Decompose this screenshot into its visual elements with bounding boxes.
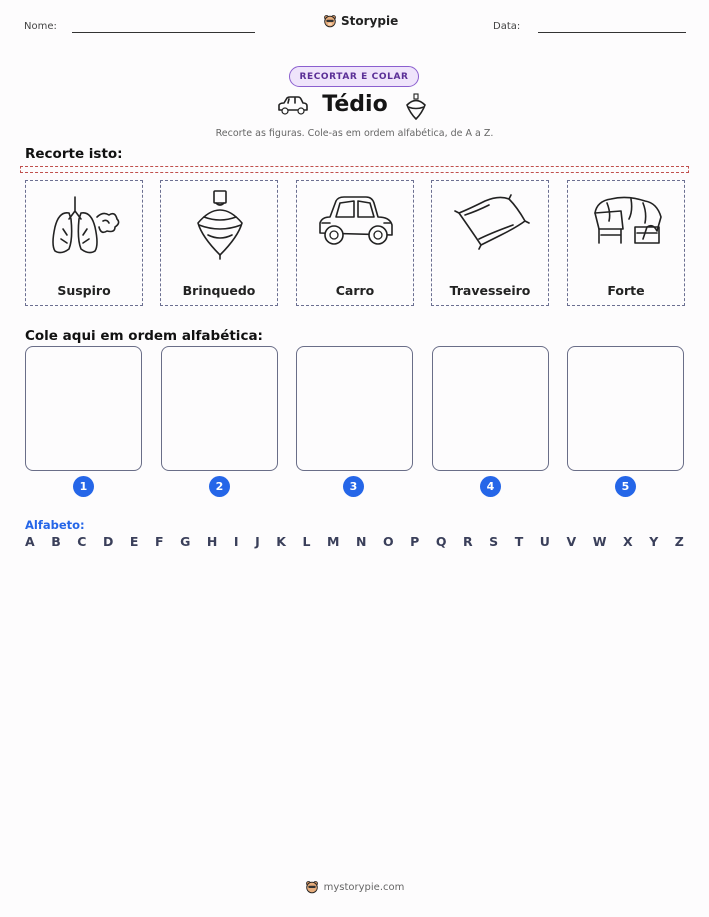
storypie-bear-icon <box>323 14 337 28</box>
car-icon <box>316 189 396 261</box>
paste-box-2[interactable] <box>161 346 278 471</box>
cut-card-suspiro[interactable] <box>25 180 143 306</box>
footer <box>0 880 709 894</box>
name-field-line[interactable] <box>72 32 255 33</box>
alphabet-letter: O <box>382 534 394 549</box>
alphabet-letter: I <box>233 534 239 549</box>
card-label: Suspiro <box>57 283 111 298</box>
alphabet-letter: M <box>326 534 340 549</box>
paste-box-3[interactable] <box>296 346 413 471</box>
alphabet-letter: L <box>302 534 311 549</box>
alphabet-letter: D <box>103 534 114 549</box>
pillow-icon <box>451 189 531 261</box>
cut-card-travesseiro[interactable] <box>431 180 549 306</box>
alphabet-letter: K <box>276 534 286 549</box>
paste-number-4: 4 <box>480 476 501 497</box>
alphabet-letter: S <box>489 534 499 549</box>
alphabet-title: Alfabeto: <box>25 518 85 532</box>
alphabet-letter: Y <box>649 534 659 549</box>
cut-card-carro[interactable] <box>296 180 414 306</box>
paste-box-5[interactable] <box>567 346 684 471</box>
alphabet-letter: U <box>539 534 550 549</box>
card-label: Forte <box>607 283 645 298</box>
alphabet-letter: F <box>155 534 164 549</box>
alphabet-letter: V <box>566 534 577 549</box>
brand-logo <box>323 14 398 28</box>
spinning-top-small-icon <box>404 93 428 121</box>
name-label: Nome: <box>24 21 57 32</box>
cut-line <box>20 166 689 173</box>
cut-card-brinquedo[interactable] <box>160 180 278 306</box>
alphabet-letter: T <box>514 534 524 549</box>
alphabet-letter: B <box>51 534 61 549</box>
alphabet-letter: H <box>206 534 218 549</box>
alphabet-letter: P <box>410 534 420 549</box>
card-label: Brinquedo <box>182 283 256 298</box>
lungs-icon <box>45 189 125 261</box>
paste-number-3: 3 <box>343 476 364 497</box>
page-title: Tédio <box>322 92 388 117</box>
alphabet-row <box>25 534 684 549</box>
alphabet-letter: G <box>180 534 191 549</box>
date-field-line[interactable] <box>538 32 686 33</box>
alphabet-letter: A <box>25 534 35 549</box>
alphabet-letter: R <box>463 534 473 549</box>
alphabet-letter: Z <box>674 534 684 549</box>
cut-card-forte[interactable] <box>567 180 685 306</box>
card-label: Carro <box>335 283 375 298</box>
storypie-bear-icon <box>305 880 319 894</box>
paste-box-1[interactable] <box>25 346 142 471</box>
paste-number-2: 2 <box>209 476 230 497</box>
alphabet-letter: X <box>623 534 633 549</box>
blanket-fort-icon <box>587 189 667 261</box>
activity-badge: RECORTAR E COLAR <box>289 66 419 87</box>
cut-section-title: Recorte isto: <box>25 146 123 162</box>
alphabet-letter: W <box>592 534 607 549</box>
card-label: Travesseiro <box>449 283 531 298</box>
alphabet-letter: Q <box>435 534 447 549</box>
alphabet-letter: E <box>129 534 139 549</box>
date-label: Data: <box>493 21 521 32</box>
paste-number-5: 5 <box>615 476 636 497</box>
alphabet-letter: N <box>355 534 367 549</box>
spinning-top-icon <box>180 189 260 261</box>
paste-section-title: Cole aqui em ordem alfabética: <box>25 328 263 344</box>
instructions: Recorte as figuras. Cole-as em ordem alfabética, de A a Z. <box>215 128 494 139</box>
paste-number-1: 1 <box>73 476 94 497</box>
footer-url[interactable]: mystorypie.com <box>323 881 405 893</box>
brand-name: Storypie <box>341 14 399 28</box>
alphabet-letter: C <box>77 534 87 549</box>
alphabet-letter: J <box>255 534 260 549</box>
paste-box-4[interactable] <box>432 346 549 471</box>
